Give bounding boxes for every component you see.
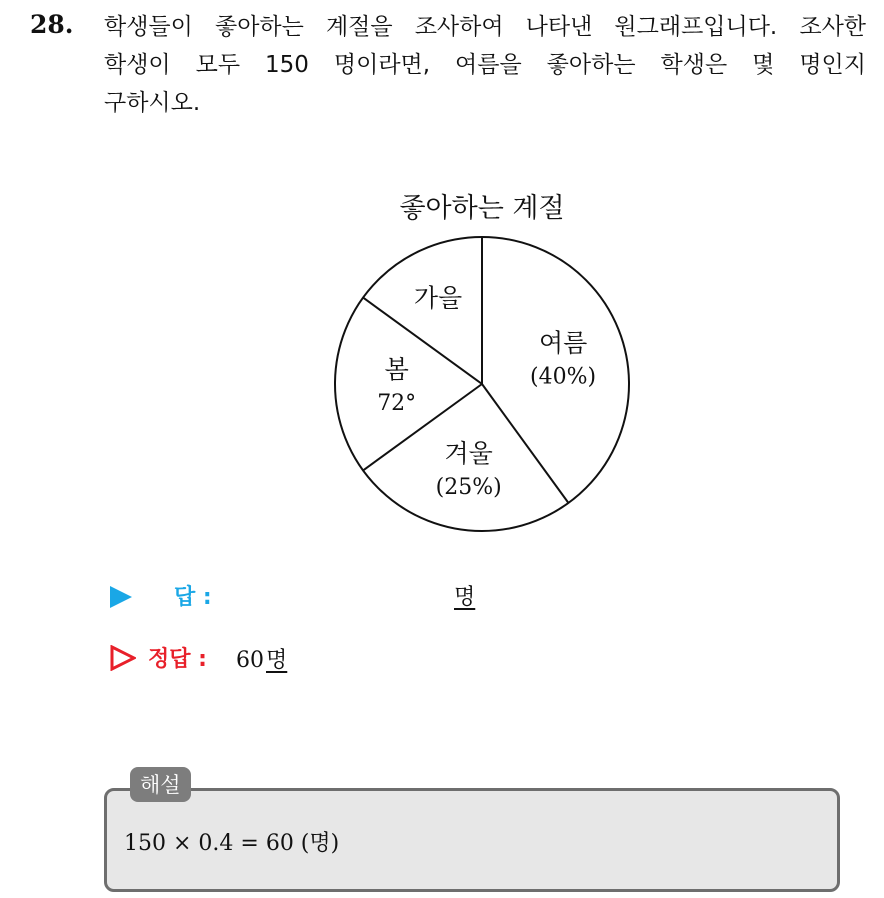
question-line-3: 구하시오. [104, 90, 201, 116]
answer-unit: 명 [454, 585, 476, 610]
pie-value-winter: (25%) [435, 475, 502, 501]
question-line-1: 학생들이 좋아하는 계절을 조사하여 나타낸 원그래프입니다. 조사한 [104, 14, 866, 40]
answer-row [110, 580, 510, 612]
correct-answer-value [236, 643, 287, 674]
answer-label: 답 : [174, 585, 212, 610]
correct-answer-unit: 명 [266, 648, 288, 673]
outline-triangle-icon [110, 645, 136, 671]
pie-value-summer: (40%) [530, 364, 597, 390]
question-line-2: 학생이 모두 150 명이라면, 여름을 좋아하는 학생은 몇 명인지 [104, 52, 866, 78]
pie-label-spring: 봄 [384, 355, 409, 384]
solution-tab: 해설 [130, 767, 191, 802]
solution-text: 150 × 0.4 = 60 (명) [124, 831, 340, 856]
question-number: 28. [30, 10, 74, 39]
correct-answer-label: 정답 : [148, 647, 207, 672]
play-triangle-icon [110, 586, 132, 608]
pie-label-summer: 여름 [538, 328, 588, 358]
correct-answer-number: 60 [236, 648, 264, 673]
correct-answer-row [110, 642, 510, 674]
pie-value-spring: 72° [377, 391, 417, 416]
chart-title: 좋아하는 계절 [399, 193, 565, 224]
pie-label-autumn: 가을 [413, 283, 463, 313]
pie-label-winter: 겨울 [444, 439, 493, 469]
